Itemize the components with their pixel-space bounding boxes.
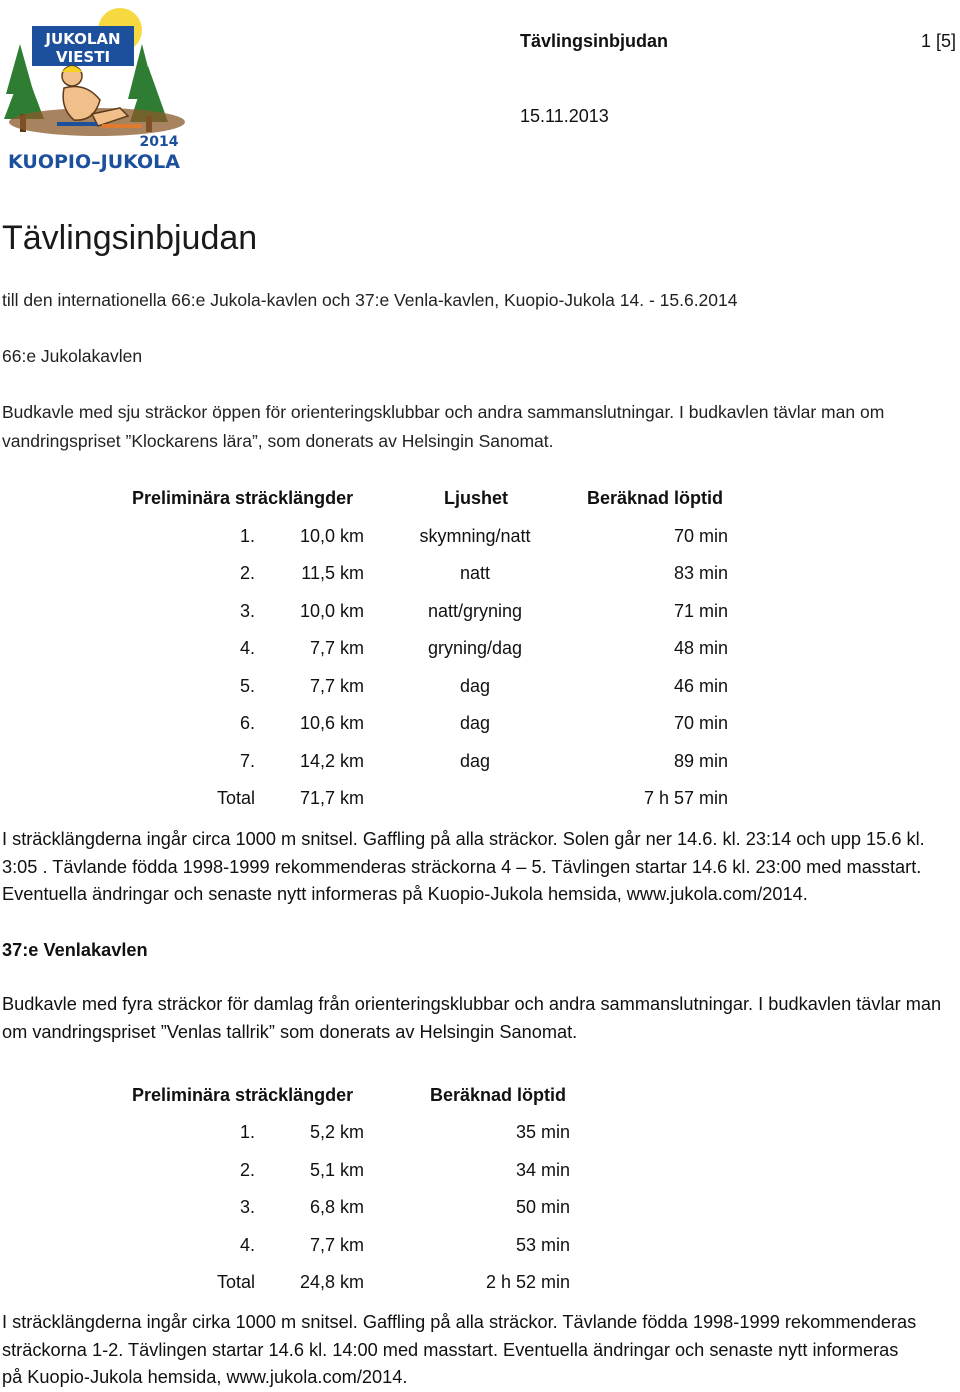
jukola-leg-length: 10,0 km (299, 601, 364, 621)
logo-year: 2014 (139, 134, 179, 150)
jukola-col-header-light: Ljushet (444, 488, 509, 508)
venla-leg-number: 2. (239, 1160, 255, 1180)
page-title: Tävlingsinbjudan (2, 219, 258, 257)
jukola-leg-light: gryning/dag (427, 638, 523, 658)
jukola-leg-light: natt/gryning (427, 601, 523, 621)
venla-leg-time: 35 min (515, 1122, 570, 1142)
venla-leg-length: 5,2 km (309, 1122, 364, 1142)
jukola-leg-number: 4. (239, 638, 255, 658)
jukola-leg-time: 70 min (673, 526, 728, 546)
jukola-leg-number: 2. (239, 563, 255, 583)
jukola-leg-light: skymning/natt (419, 526, 531, 546)
runner-hair (62, 66, 82, 72)
venla-leg-length: 6,8 km (309, 1197, 364, 1217)
header-page-number: 1 [5] (921, 31, 957, 51)
venla-leg-time: 53 min (515, 1235, 570, 1255)
venla-total-length: 24,8 km (299, 1272, 364, 1292)
jukola-leg-number: 1. (239, 526, 255, 546)
jukola-total-time: 7 h 57 min (643, 788, 728, 808)
jukola-leg-time: 83 min (673, 563, 728, 583)
jukola-leg-number: 3. (239, 601, 255, 621)
jukola-leg-light: dag (459, 751, 491, 771)
venla-col-header-time: Beräknad löptid (430, 1085, 567, 1105)
venla-intro: Budkavle med fyra sträckor för damlag från orienteringsklubbar och andra sammanslutningar. I budkavlen tävlar man om vandringspriset ”Venlas tallrik” som donerats av Helsingin Sanomat. (2, 994, 942, 1042)
jukola-leg-length: 10,6 km (299, 713, 364, 733)
jukola-leg-light: natt (459, 563, 491, 583)
jukola-leg-length: 11,5 km (301, 563, 364, 583)
venla-leg-length: 5,1 km (309, 1160, 364, 1180)
venla-leg-number: 4. (239, 1235, 255, 1255)
venla-note: I sträcklängderna ingår cirka 1000 m snitsel. Gaffling på alla sträckor. Tävlande födda 1998-1999 rekommenderas sträckorna 1-2. Tävlingen startar 14.6 kl. 14:00 med masstart. Eventuella ändringar och senaste nytt informeras på Kuopio-Jukola hemsida, www.jukola.com/2014. (2, 1312, 917, 1387)
jukola-leg-number: 7. (239, 751, 255, 771)
venla-heading: 37:e Venlakavlen (2, 940, 148, 960)
venla-total-time: 2 h 52 min (485, 1272, 570, 1292)
logo-place: KUOPIO–JUKOLA (8, 151, 180, 173)
venla-total-label: Total (216, 1272, 255, 1292)
jukola-intro: Budkavle med sju sträckor öppen för orienteringsklubbar och andra sammanslutningar. I budkavlen tävlar man om vandringspriset ”Klockarens lära”, som donerats av Helsingin Sanomat. (2, 402, 885, 451)
logo-line2: VIESTI (55, 48, 111, 66)
jukola-leg-number: 6. (239, 713, 255, 733)
venla-leg-number: 1. (239, 1122, 255, 1142)
page-subtitle: till den internationella 66:e Jukola-kavlen och 37:e Venla-kavlen, Kuopio-Jukola 14. - 15.6.2014 (2, 290, 738, 310)
jukola-leg-light: dag (459, 676, 491, 696)
kuopio-jukola-logo (2, 4, 187, 174)
jukola-leg-time: 89 min (673, 751, 728, 771)
jukola-leg-light: dag (459, 713, 491, 733)
venla-leg-length: 7,7 km (309, 1235, 364, 1255)
jukola-total-label: Total (216, 788, 255, 808)
header-date: 15.11.2013 (520, 106, 609, 126)
jukola-leg-length: 14,2 km (299, 751, 364, 771)
venla-leg-number: 3. (239, 1197, 255, 1217)
jukola-col-header-time: Beräknad löptid (587, 488, 724, 508)
jukola-leg-time: 70 min (673, 713, 728, 733)
jukola-leg-number: 5. (239, 676, 255, 696)
venla-leg-time: 34 min (515, 1160, 570, 1180)
jukola-col-header-length: Preliminära sträcklängder (132, 488, 354, 508)
header-doc-title: Tävlingsinbjudan (520, 31, 669, 51)
jukola-leg-length: 10,0 km (299, 526, 364, 546)
venla-leg-time: 50 min (515, 1197, 570, 1217)
jukola-leg-time: 71 min (673, 601, 728, 621)
jukola-heading: 66:e Jukolakavlen (2, 346, 143, 366)
jukola-total-length: 71,7 km (299, 788, 364, 808)
jukola-leg-time: 46 min (673, 676, 728, 696)
venla-col-header-length: Preliminära sträcklängder (132, 1085, 354, 1105)
jukola-leg-length: 7,7 km (309, 638, 364, 658)
logo-line1: JUKOLAN (45, 30, 121, 48)
jukola-leg-time: 48 min (673, 638, 728, 658)
jukola-leg-length: 7,7 km (309, 676, 364, 696)
jukola-note: I sträcklängderna ingår circa 1000 m snitsel. Gaffling på alla sträckor. Solen går ner 14.6. kl. 23:14 och upp 15.6 kl. 3:05 . Tävlande födda 1998-1999 rekommenderas sträckorna 4 – 5. Tävlingen startar 14.6 kl. 23:00 med masstart. Eventuella ändringar och senaste nytt informeras på Kuopio-Jukola hemsida, www.jukola.com/2014. (2, 829, 925, 904)
